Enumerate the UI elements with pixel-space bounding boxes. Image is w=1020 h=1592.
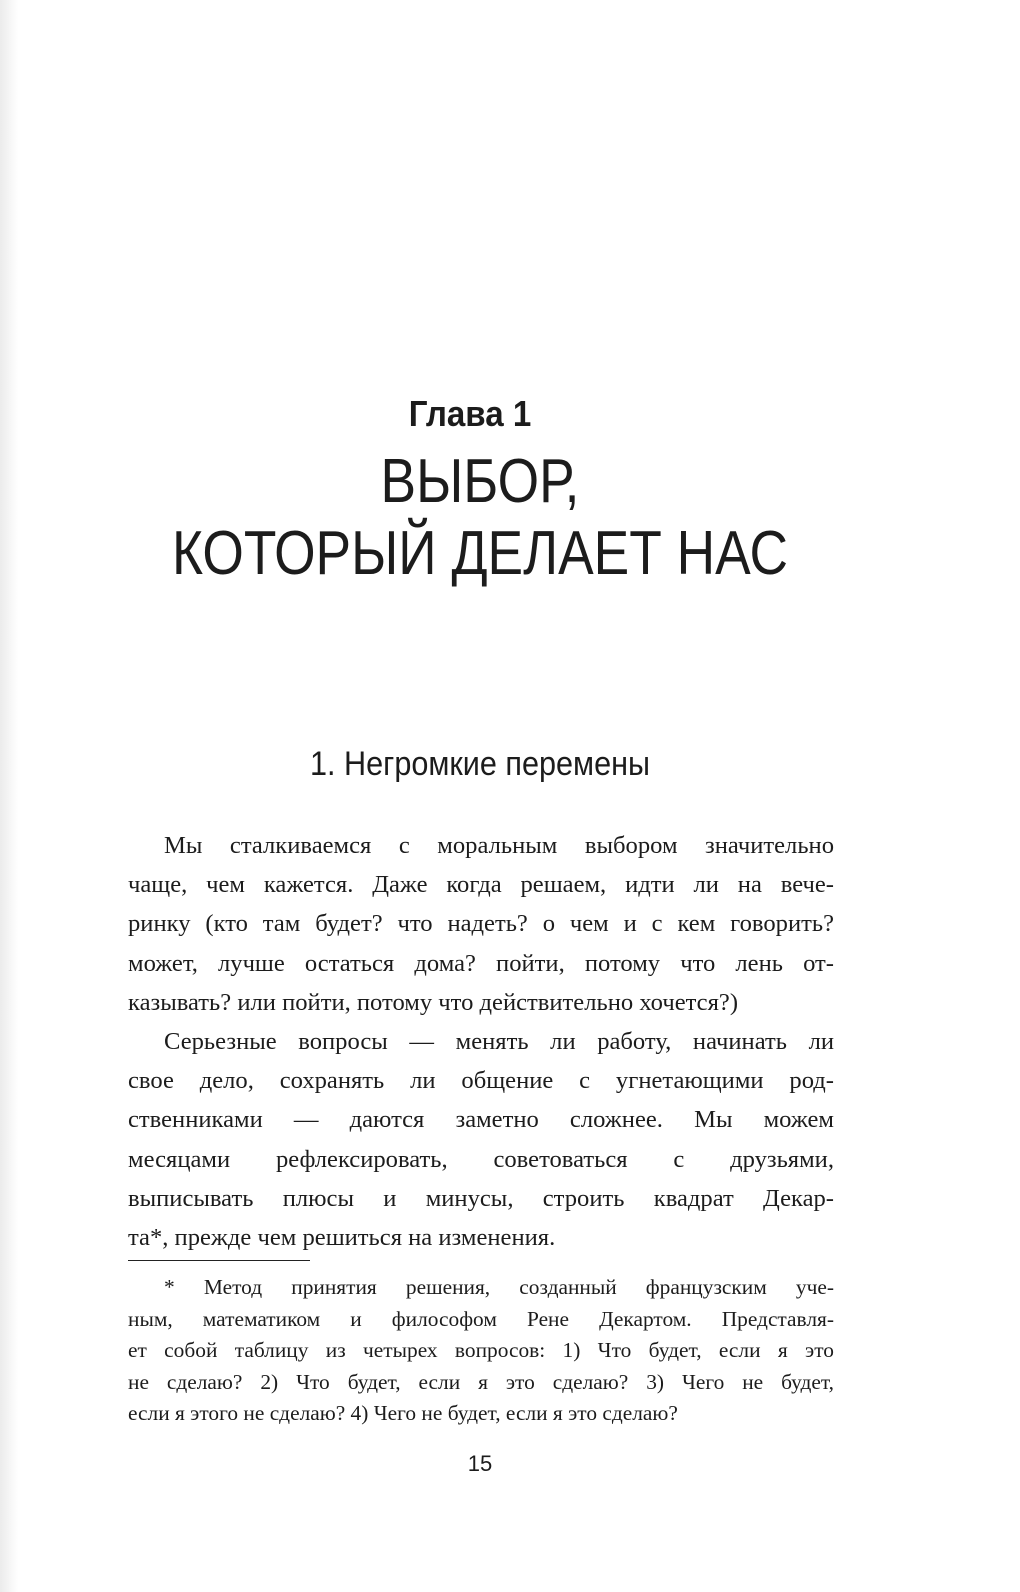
chapter-title (67, 446, 893, 590)
footnote-line: ет собой таблицу из четырех вопросов: 1) Что будет, если я это (128, 1338, 834, 1363)
paragraph-2-line: месяцами рефлексировать, советоваться с друзьями, (128, 1145, 834, 1173)
body-text (128, 826, 834, 1257)
chapter-label: Глава 1 (408, 393, 532, 434)
footnote-line: если я этого не сделаю? 4) Чего не будет, если я это сделаю? (128, 1401, 678, 1426)
paragraph-2-line: свое дело, сохранять ли общение с угнетающими род- (128, 1067, 834, 1095)
footnote-line: * Метод принятия решения, созданный французским уче- (164, 1275, 834, 1299)
page-number: 15 (467, 1451, 493, 1476)
paragraph-2-line: Серьезные вопросы — менять ли работу, начинать ли (164, 1027, 834, 1055)
footnote-line: ным, математиком и философом Рене Декартом. Представля- (128, 1306, 834, 1331)
footnote-line: не сделаю? 2) Что будет, если я это сделаю? 3) Чего не будет, (128, 1369, 834, 1394)
paragraph-1-line: может, лучше остаться дома? пойти, потому что лень от- (128, 949, 834, 977)
paragraph-2-line: та*, прежде чем решиться на изменения. (128, 1223, 556, 1251)
footnote-divider (128, 1260, 310, 1261)
paragraph-1-line: Мы сталкиваемся с моральным выбором значительно (164, 832, 834, 859)
paragraph-1-line: чаще, чем кажется. Даже когда решаем, идти ли на вече- (128, 871, 834, 899)
chapter-title-line: КОТОРЫЙ ДЕЛАЕТ НАС (171, 519, 789, 588)
paragraph-2-line: ственниками — даются заметно сложнее. Мы можем (128, 1106, 834, 1134)
footnote (128, 1272, 834, 1430)
paragraph-1-line: ринку (кто там будет? что надеть? о чем и с кем говорить? (128, 910, 834, 938)
section-heading: 1. Негромкие перемены (310, 745, 650, 783)
paragraph-2-line: выписывать плюсы и минусы, строить квадрат Декар- (128, 1184, 834, 1212)
page-edge-shadow (0, 0, 18, 1592)
paragraph-1-line: казывать? или пойти, потому что действительно хочется?) (128, 988, 739, 1016)
chapter-title-line: ВЫБОР, (380, 447, 580, 516)
